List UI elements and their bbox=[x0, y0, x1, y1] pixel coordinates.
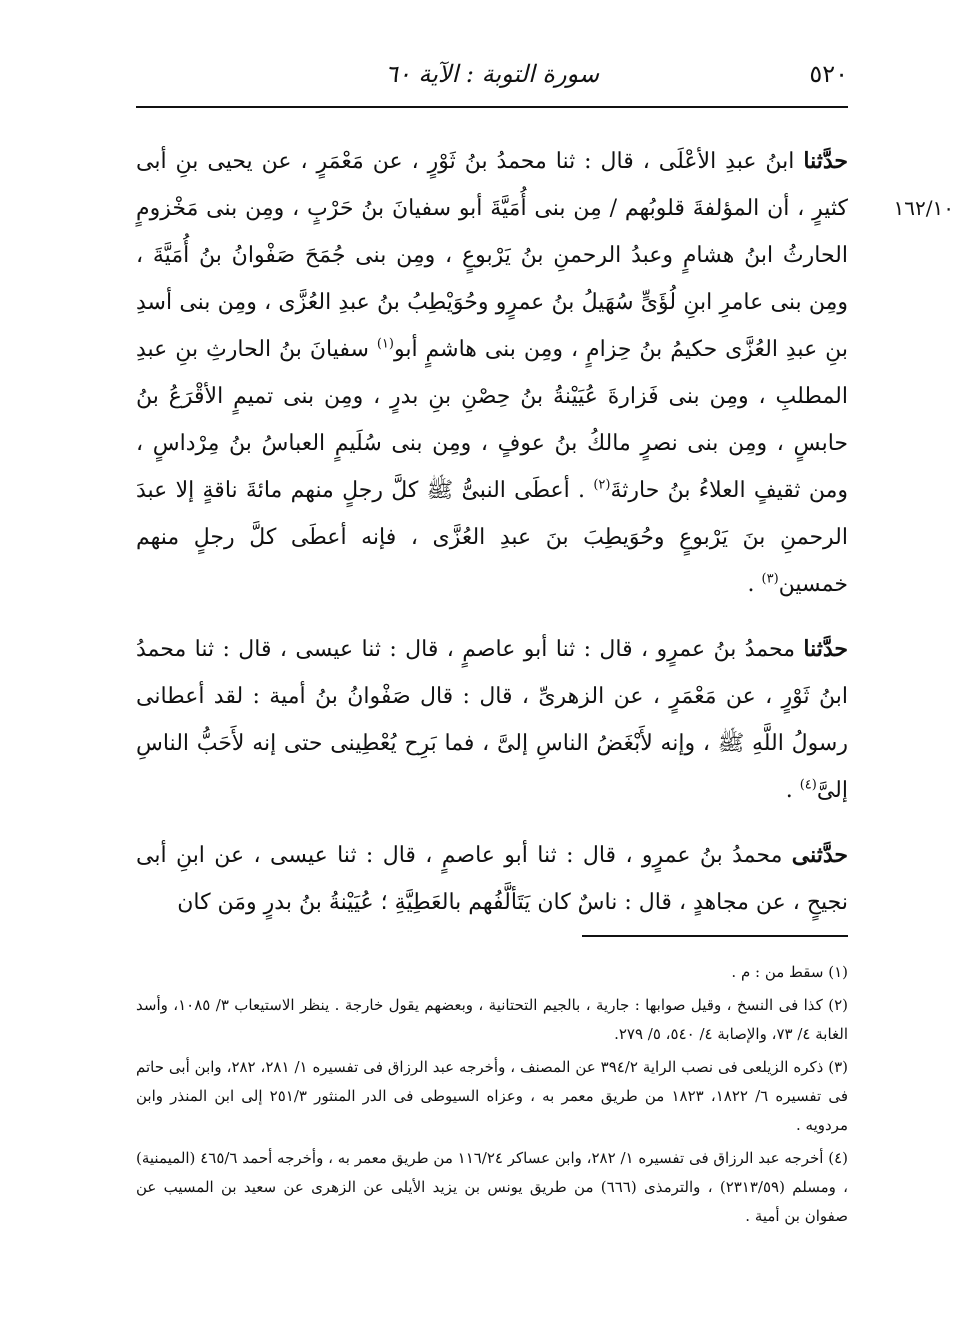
footnote-4: (٤) أخرجه عبد الرزاق فى تفسيره ١/ ٢٨٢، وابن عساكر ١١٦/٢٤ من طريق معمر به ، وأخرجه أحمد ٤٦٥/٦ (الميمنية) ، ومسلم (٢٣١٣/٥٩) ، والترمذى (٦٦٦) من طريق يونس بن يزيد الأيلى عن الزهرى عن سعيد بن المسيب عن صفوان بن أمية . bbox=[136, 1149, 848, 1225]
paragraph-lead: حدَّثنى bbox=[791, 842, 848, 868]
footnote-rule bbox=[582, 935, 848, 937]
footnote-2: (٢) كذا فى النسخ ، وقيل صوابها : جارية ، بالجيم التحتانية ، وبعضهم يقول خارجة . ينظر الاستيعاب ٣/ ١٠٨٥، وأسد الغابة ٤/ ٧٣، والإصابة ٤/ ٥٤٠، ٥/ ٢٧٩. bbox=[136, 996, 849, 1043]
paragraph-text: . bbox=[785, 778, 800, 803]
paragraph-text: . أعطَى النبىُّ ﷺ كلَّ رجلٍ منهم مائةَ ناقةٍ إلا عبدَ الرحمنِ بنَ يَرْبوعٍ وحُوَيطِبَ بنَ عبدِ العُزَّى ، فإنه أعطَى كلَّ رجلٍ منهم خمسين bbox=[136, 478, 848, 597]
header-rule bbox=[136, 106, 848, 108]
footnote-ref-4[interactable]: (٤) bbox=[799, 777, 817, 793]
paragraph-1 bbox=[136, 138, 848, 608]
paragraph-lead: حدَّثنا bbox=[803, 148, 848, 174]
paragraph-text: . bbox=[747, 572, 762, 597]
footnote-ref-2[interactable]: (٢) bbox=[593, 477, 611, 493]
footnote-3: (٣) ذكره الزيلعى فى نصب الراية ٣٩٤/٢ عن المصنف ، وأخرجه عبد الرزاق فى تفسيره ١/ ٢٨١، ٢٨٢، وابن أبى حاتم فى تفسيره ٦/ ١٨٢٢، ١٨٢٣ من طريق معمر به ، وعزاه السيوطى فى الدر المنثور ٢٥١/٣ إلى ابن المنذر وابن مردويه . bbox=[136, 1058, 849, 1134]
footnote-ref-1[interactable]: (١) bbox=[376, 336, 394, 352]
paragraph-2 bbox=[136, 626, 848, 814]
footnote-ref-3[interactable]: (٣) bbox=[761, 571, 779, 587]
footnotes bbox=[136, 958, 848, 1235]
page-header bbox=[136, 54, 848, 98]
main-text bbox=[136, 138, 848, 944]
footnote-1: (١) سقط من : م . bbox=[731, 963, 848, 981]
page-number: ٥٢٠ bbox=[809, 60, 848, 88]
paragraph-3 bbox=[136, 832, 848, 926]
paragraph-text: محمدُ بنُ عمرٍو ، قال : ثنا أبو عاصمٍ ، قال : ثنا عيسى ، قال : ثنا محمدُ ابنُ ثَوْرٍ ، عن مَعْمَرٍ ، عن الزهرىِّ ، قال : قال صَفْوانُ بنُ أمية : لقد أعطانى رسولُ اللَّهِ ﷺ ، وإنه لأَبْغَضُ الناسِ إلىَّ ، فما بَرِح يُعْطِينى حتى إنه لأَحَبُّ الناسِ إلىَّ bbox=[136, 637, 848, 803]
paragraph-text: محمدُ بنُ عمرٍو ، قال : ثنا أبو عاصمٍ ، قال : ثنا عيسى ، عن ابنِ أبى نجيحٍ ، عن مجاهدٍ ، قال : ناسٌ كان يَتَألَّفُهم بالعَطِيَّةِ ؛ عُيَيْنةُ بنُ بدرٍ ومَن كان bbox=[136, 843, 848, 915]
running-title: سورة التوبة : الآية ٦٠ bbox=[384, 60, 600, 88]
paragraph-text: سفيانَ بنُ الحارثِ بنِ عبدِ المطلبِ ، ومِن بنى فَزارةَ عُيَيْنةُ بنُ حِصْنِ بنِ بدرٍ ، ومِن بنى تميمٍ الأقْرَعُ بنُ حابسٍ ، ومِن بنى نصرٍ مالكُ بنُ عوفٍ ، ومِن بنى سُلَيمٍ العباسُ بنُ مِرْداسٍ ، ومن ثقيفٍ العلاءُ بنُ حارثةَ bbox=[136, 337, 848, 503]
margin-reference: ١٦٢/١٠ bbox=[893, 196, 954, 220]
paragraph-lead: حدَّثنا bbox=[803, 636, 848, 662]
paragraph-text: ابنُ عبدِ الأعْلَى ، قال : ثنا محمدُ بنُ ثَوْرٍ ، عن مَعْمَرٍ ، عن يحيى بنِ أبى كثيرٍ ، أن المؤلفةَ قلوبُهم / مِن بنى أُمَيَّةَ أبو سفيانَ بنُ حَرْبٍ ، ومِن بنى مَخْزومٍ الحارثُ ابنُ هشامٍ وعبدُ الرحمنِ بنُ يَرْبوعٍ ، ومِن بنى جُمَحَ صَفْوانُ بنُ أُمَيَّةَ ، ومِن بنى عامرِ ابنِ لُؤَىٍّ سُهَيلُ بنُ عمرٍو وحُوَيْطِبُ بنُ عبدِ العُزَّى ، ومِن بنى أسدِ بنِ عبدِ العُزَّى حكيمُ بنُ حِزامٍ ، ومِن بنى هاشمٍ أبو bbox=[136, 149, 848, 362]
